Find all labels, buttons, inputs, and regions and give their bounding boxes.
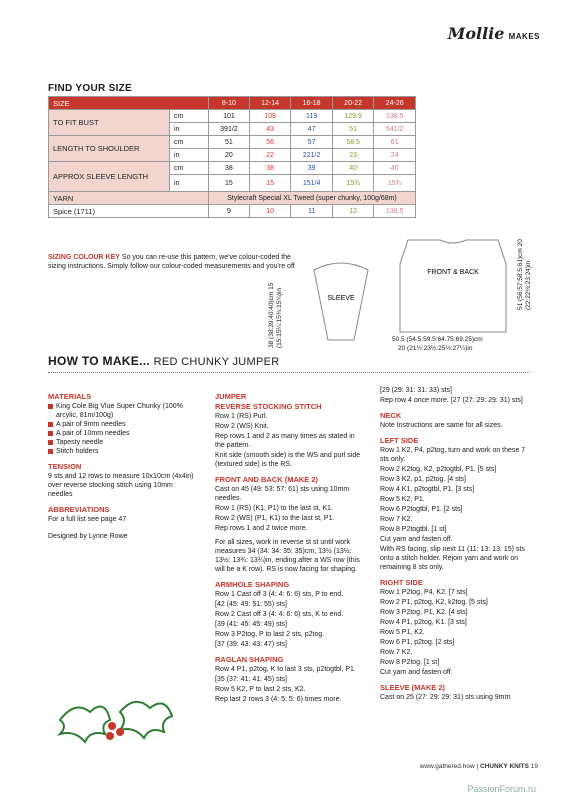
cell: 11 bbox=[291, 205, 333, 218]
column-2 bbox=[215, 386, 365, 705]
howto-sub: RED CHUNKY JUMPER bbox=[153, 356, 280, 368]
left-line: Row 6 P2togtbl, P1. [2 sts] bbox=[380, 506, 463, 513]
sleeve-line: Cast on 25 (27: 29: 29: 31) sts using 9mm bbox=[380, 694, 511, 701]
size-col: 8-10 bbox=[209, 97, 250, 110]
list-item: Stitch holders bbox=[48, 447, 198, 456]
cell: 51 bbox=[209, 136, 250, 149]
spice-label: Spice (1711) bbox=[49, 205, 209, 218]
left-line: Row 1 K2, P4, p2tog, turn and work on these 7 sts only. bbox=[380, 447, 526, 463]
jumper-title: JUMPER bbox=[215, 392, 247, 401]
cell: 15¾ bbox=[374, 175, 416, 192]
column-3 bbox=[380, 386, 532, 703]
cell: 15¾ bbox=[332, 175, 374, 192]
front-back-schematic bbox=[388, 236, 518, 336]
cell: 61 bbox=[374, 136, 416, 149]
cell: 39 bbox=[291, 162, 333, 175]
size-col: 20-22 bbox=[332, 97, 374, 110]
rag-line: Rep last 2 rows 3 (4: 5: 5: 6) times more. bbox=[215, 696, 342, 703]
row-label: TO FIT BUST bbox=[49, 110, 170, 136]
front-label: FRONT & BACK bbox=[427, 269, 479, 276]
right-line: Row 3 P2tog, P1, K2. [4 sts] bbox=[380, 609, 468, 616]
holly-icon bbox=[50, 690, 180, 760]
footer-url: www.gathered.how bbox=[419, 763, 475, 770]
rss-line: Row 2 (WS) Knit. bbox=[215, 423, 269, 430]
designer: Designed by Lynne Rowe bbox=[48, 533, 128, 540]
unit: in bbox=[170, 175, 209, 192]
materials-list bbox=[48, 402, 198, 456]
key-text: So you can re-use this pattern, we've colour-coded the sizing instructions. Simply follow our colour-coded measurements and you're off bbox=[48, 254, 295, 270]
cell: 541/2 bbox=[374, 123, 416, 136]
cell: 51 bbox=[332, 123, 374, 136]
table-row bbox=[49, 192, 416, 205]
cell: 23 bbox=[332, 149, 374, 162]
cell: 12 bbox=[332, 205, 374, 218]
right-side-title: RIGHT SIDE bbox=[380, 578, 423, 587]
list-item: A pair of 10mm needles bbox=[48, 429, 198, 438]
row-label: APPROX SLEEVE LENGTH bbox=[49, 162, 170, 192]
left-line: Row 4 K1, p2togtbl, P1. [3 sts] bbox=[380, 486, 475, 493]
fb-line: Rep rows 1 and 2 twice more. bbox=[215, 525, 308, 532]
neck-title: NECK bbox=[380, 411, 402, 420]
cell: 15 bbox=[249, 175, 291, 192]
rag-line: Row 4 P1, p2tog, K to last 3 sts, p2togtbl, P1. bbox=[215, 666, 356, 673]
yarn-value: Stylecraft Special XL Tweed (super chunky, 100g/68m) bbox=[209, 192, 416, 205]
cell: 391/2 bbox=[209, 123, 250, 136]
howto-main: HOW TO MAKE... bbox=[48, 354, 150, 368]
howto-title bbox=[48, 354, 280, 368]
arm-line: Row 3 P2tog, P to last 2 sts, p2tog. bbox=[215, 631, 325, 638]
left-line: Row 8 P2togtbl. [1 st] bbox=[380, 526, 447, 533]
cont-line: [29 (29: 31: 31: 33) sts] bbox=[380, 387, 452, 394]
right-line: Row 1 P2tog, P4, K2. [7 sts] bbox=[380, 589, 468, 596]
arm-line: [42 (45: 49: 51: 55) sts] bbox=[215, 601, 287, 608]
list-item: King Cole Big Vlue Super Chunky (100% arcylic, 81m/100g) bbox=[48, 402, 198, 420]
left-line: Row 5 K2, P1. bbox=[380, 496, 425, 503]
rss-line: Rep rows 1 and 2 as many times as stated in the pattern. bbox=[215, 433, 355, 449]
rss-line: Knit side (smooth side) is the WS and purl side (textured side) is the RS. bbox=[215, 452, 361, 468]
table-row bbox=[49, 97, 416, 110]
cell: 38 bbox=[249, 162, 291, 175]
fb-line: Row 1 (RS) (K1, P1) to the last st, K1. bbox=[215, 505, 333, 512]
size-table bbox=[48, 96, 416, 218]
list-item: Tapesty needle bbox=[48, 438, 198, 447]
cell: 38 bbox=[209, 162, 250, 175]
rss-title: REVERSE STOCKING STITCH bbox=[215, 402, 322, 411]
size-col: 16-18 bbox=[291, 97, 333, 110]
cell: 43 bbox=[249, 123, 291, 136]
fb-line: Cast on 45 (49: 53: 57: 61) sts using 10mm needles. bbox=[215, 486, 350, 502]
key-title: SIZING COLOUR KEY bbox=[48, 254, 120, 261]
cell: 119 bbox=[291, 110, 333, 123]
fb-line: For all sizes, work in reverse st st until work measures 34 (34: 34: 35: 35)cm, 13½ (13½: 13½: 13¾: 13¾)in, ending after a WS row (this will be a K row). RS is now facing for shaping. bbox=[215, 539, 360, 573]
fb-title: FRONT AND BACK (MAKE 2) bbox=[215, 475, 319, 484]
arm-line: Row 2 Cast off 3 (4: 4: 6: 6) sts, K to end. bbox=[215, 611, 344, 618]
size-col: 12-14 bbox=[249, 97, 291, 110]
fb-line: Row 2 (WS) (P1, K1) to the last st, P1. bbox=[215, 515, 335, 522]
brand-small: MAKES bbox=[508, 32, 540, 41]
cell: 58.5 bbox=[332, 136, 374, 149]
right-line: Row 7 K2. bbox=[380, 649, 413, 656]
right-line: Cut yarn and fasten off. bbox=[380, 669, 453, 676]
cont-line: Rep row 4 once more. [27 (27: 29: 29: 31) sts] bbox=[380, 397, 523, 404]
table-row bbox=[49, 136, 416, 149]
divider bbox=[48, 372, 530, 373]
cell: 138.5 bbox=[374, 110, 416, 123]
size-col: 24-26 bbox=[374, 97, 416, 110]
table-row bbox=[49, 110, 416, 123]
cell: 56 bbox=[249, 136, 291, 149]
cell: 22 bbox=[249, 149, 291, 162]
front-bottom-in: 20 (21½:23½:25½:27¼)in bbox=[398, 345, 473, 352]
arm-line: Row 1 Cast off 3 (4: 4: 6: 6) sts, P to end. bbox=[215, 591, 344, 598]
list-item: A pair of 9mm needles bbox=[48, 420, 198, 429]
size-label: SIZE bbox=[49, 97, 209, 110]
tension-text: 9 sts and 12 rows to measure 10x10cm (4x4in) over reverse stocking stitch using 10mm needles bbox=[48, 473, 194, 498]
right-line: Row 2 P1, p2tog, K2, k2tog. [5 sts] bbox=[380, 599, 488, 606]
yarn-label: YARN bbox=[49, 192, 209, 205]
neck-note: Note Instructions are same for all sizes. bbox=[380, 422, 503, 429]
cell: 151/4 bbox=[291, 175, 333, 192]
sleeve-label: SLEEVE bbox=[327, 295, 355, 302]
cell: 40 bbox=[332, 162, 374, 175]
page-footer: www.gathered.how | CHUNKY KNITS 19 bbox=[419, 763, 538, 770]
rag-line: Row 5 K2, P to last 2 sts, K2. bbox=[215, 686, 306, 693]
brand-script: Mollie bbox=[447, 24, 505, 43]
cell: 15 bbox=[209, 175, 250, 192]
sleeve-measure: 38 (38:39:40:40)cm 15 (15:15¼:15¾:15¾)in bbox=[268, 282, 283, 348]
rss-line: Row 1 (RS) Purl. bbox=[215, 413, 268, 420]
table-row bbox=[49, 162, 416, 175]
cell: 138.5 bbox=[374, 205, 416, 218]
front-side-measure: 51 (56:57:58.5:61)cm 20 (22:22½:23:24)in bbox=[517, 239, 532, 310]
cell: 40 bbox=[374, 162, 416, 175]
unit: in bbox=[170, 149, 209, 162]
cell: 47 bbox=[291, 123, 333, 136]
abbr-text: For a full list see page 47 bbox=[48, 516, 127, 523]
cell: 129.5 bbox=[332, 110, 374, 123]
right-line: Row 6 P1, p2tog. [2 sts] bbox=[380, 639, 455, 646]
unit: cm bbox=[170, 110, 209, 123]
right-line: Row 8 P2tog. [1 st] bbox=[380, 659, 440, 666]
left-line: Row 2 K2tog, K2, p2togtbl, P1. [5 sts] bbox=[380, 466, 497, 473]
footer-section: CHUNKY KNITS bbox=[479, 763, 529, 770]
sleeve-title: SLEEVE (MAKE 2) bbox=[380, 683, 446, 692]
materials-title: MATERIALS bbox=[48, 392, 92, 401]
cell: 109 bbox=[249, 110, 291, 123]
cell: 9 bbox=[209, 205, 250, 218]
abbr-title: ABBREVIATIONS bbox=[48, 505, 110, 514]
left-line: Cut yarn and fasten off. bbox=[380, 536, 453, 543]
unit: cm bbox=[170, 136, 209, 149]
sleeve-schematic bbox=[296, 258, 386, 348]
brand-logo bbox=[448, 24, 540, 43]
right-line: Row 4 P1, p2tog, K1. [3 sts] bbox=[380, 619, 467, 626]
left-side-title: LEFT SIDE bbox=[380, 436, 419, 445]
cell: 221/2 bbox=[291, 149, 333, 162]
tension-title: TENSION bbox=[48, 462, 82, 471]
sizing-key bbox=[48, 253, 296, 271]
row-label: LENGTH TO SHOULDER bbox=[49, 136, 170, 162]
cell: 20 bbox=[209, 149, 250, 162]
unit: in bbox=[170, 123, 209, 136]
column-1 bbox=[48, 386, 198, 542]
right-line: Row 5 P1, K2. bbox=[380, 629, 425, 636]
watermark: PassionForum.ru bbox=[467, 784, 536, 794]
armhole-title: ARMHOLE SHAPING bbox=[215, 580, 290, 589]
front-bottom-cm: 50.5 (54.5:59.5:64.75:69.25)cm bbox=[392, 336, 483, 343]
cell: 10 bbox=[249, 205, 291, 218]
rag-line: [35 (37: 41: 41: 45) sts] bbox=[215, 676, 287, 683]
raglan-title: RAGLAN SHAPING bbox=[215, 655, 284, 664]
page-number: 19 bbox=[530, 763, 538, 770]
left-line: Row 3 K2, p1, p2tog. [4 sts] bbox=[380, 476, 466, 483]
find-size-title: FIND YOUR SIZE bbox=[48, 83, 133, 94]
arm-line: [39 (41: 45: 45: 49) sts] bbox=[215, 621, 287, 628]
cell: 101 bbox=[209, 110, 250, 123]
unit: cm bbox=[170, 162, 209, 175]
left-line: With RS facing, slip next 11 (11: 13: 13: 15) sts onto a stitch holder. Rejoin yarn and work on remaining 8 sts only. bbox=[380, 546, 525, 571]
left-line: Row 7 K2. bbox=[380, 516, 413, 523]
cell: 57 bbox=[291, 136, 333, 149]
table-row bbox=[49, 205, 416, 218]
cell: 24 bbox=[374, 149, 416, 162]
arm-line: [37 (39: 43: 43: 47) sts] bbox=[215, 641, 287, 648]
